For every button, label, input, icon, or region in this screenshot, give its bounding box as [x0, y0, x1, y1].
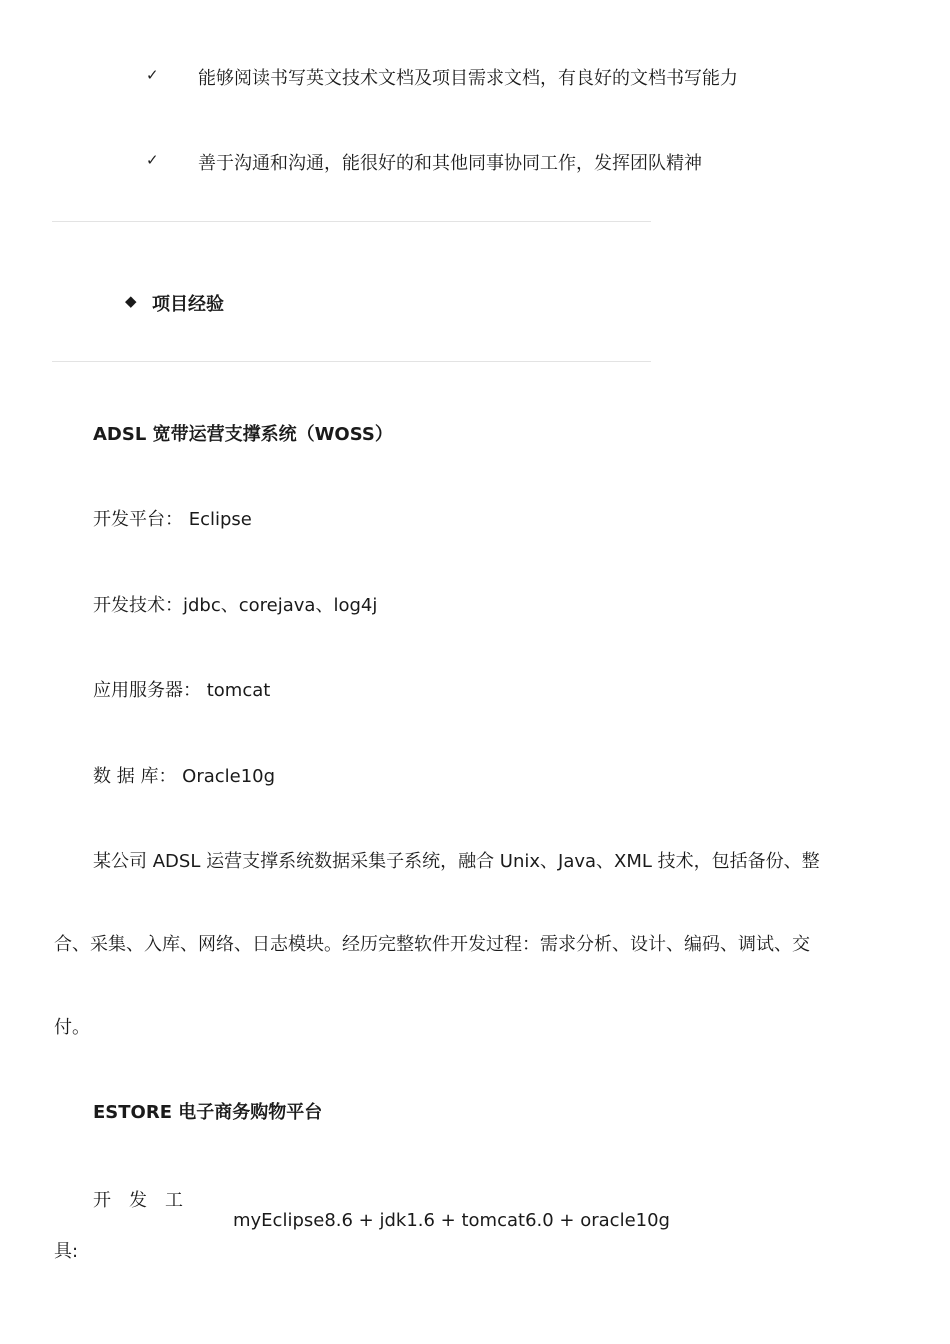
app-server: 应用服务器： tomcat [93, 680, 271, 701]
checkmark-icon: ✓ [146, 151, 159, 169]
skill-item-docs: 能够阅读书写英文技术文档及项目需求文档，有良好的文档书写能力 [198, 68, 738, 89]
project-description-line: 某公司 ADSL 运营支撑系统数据采集子系统，融合 Unix、Java、XML 技术，包括备份、整 [93, 851, 820, 872]
divider [52, 221, 651, 222]
section-title: 项目经验 [152, 294, 224, 315]
checkmark-icon: ✓ [146, 66, 159, 84]
dev-tools-label: 开 发 工 [93, 1190, 183, 1211]
project-title: ADSL 宽带运营支撑系统（WOSS） [93, 424, 393, 445]
dev-tools-value: myEclipse8.6 + jdk1.6 + tomcat6.0 + oracle10g [233, 1210, 670, 1231]
database: 数 据 库： Oracle10g [93, 766, 276, 787]
project-title: ESTORE 电子商务购物平台 [93, 1102, 323, 1123]
project-description-line: 付。 [54, 1017, 90, 1038]
project-description-line: 合、采集、入库、网络、日志模块。经历完整软件开发过程：需求分析、设计、编码、调试、交 [54, 934, 810, 955]
diamond-bullet-icon: ◆ [125, 292, 137, 310]
dev-tools-label: 具: [54, 1241, 79, 1262]
divider [52, 361, 651, 362]
dev-technology: 开发技术：jdbc、corejava、log4j [93, 595, 378, 616]
skill-item-teamwork: 善于沟通和沟通，能很好的和其他同事协同工作，发挥团队精神 [198, 153, 702, 174]
dev-platform: 开发平台： Eclipse [93, 509, 252, 530]
